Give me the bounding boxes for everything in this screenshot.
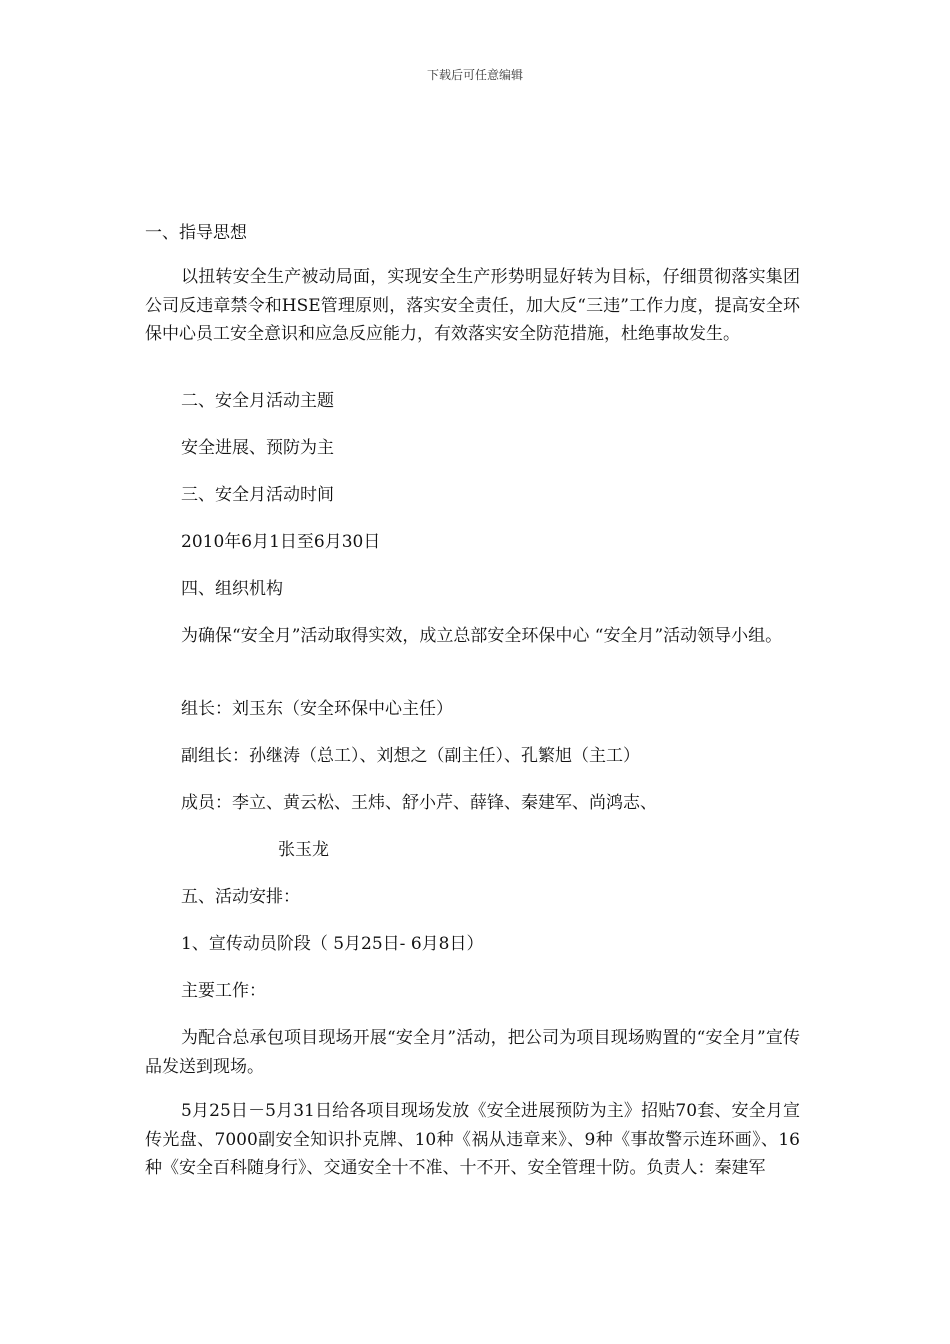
header-note: 下载后可任意编辑: [426, 68, 523, 82]
section-2-text: 安全进展、预防为主: [181, 438, 334, 458]
phase-1-title: 1、宣传动员阶段（ 5月25日- 6月8日）: [181, 934, 484, 954]
paragraph-distribution: 为配合总承包项目现场开展“安全月”活动，把公司为项目现场购置的“安全月”宣传品发送到现场。: [145, 1028, 800, 1077]
deputy-line: 副组长：孙继涛（总工）、刘想之（副主任）、孔繁旭（主工）: [181, 746, 640, 766]
members-line: 成员：李立、黄云松、王炜、舒小芹、薛锋、秦建军、尚鸿志、: [181, 793, 657, 813]
main-work-label: 主要工作：: [181, 981, 266, 1001]
section-4-title: 四、组织机构: [181, 579, 283, 599]
section-4-paragraph: 为确保“安全月”活动取得实效，成立总部安全环保中心 “安全月”活动领导小组。: [181, 626, 783, 646]
section-3-title: 三、安全月活动时间: [181, 485, 334, 505]
section-5-title: 五、活动安排：: [181, 887, 300, 907]
members-continued: 张玉龙: [278, 840, 329, 860]
paragraph-schedule: 5月25日－5月31日给各项目现场发放《安全进展预防为主》招贴70套、安全月宣传光盘、7000副安全知识扑克牌、10种《祸从违章来》、9种《事故警示连环画》、16种《安全百科随身行》、交通安全十不准、十不开、安全管理十防。负责人：秦建军: [145, 1101, 800, 1178]
leader-line: 组长：刘玉东（安全环保中心主任）: [181, 699, 453, 719]
section-1-paragraph: 以扭转安全生产被动局面，实现安全生产形势明显好转为目标，仔细贯彻落实集团公司反违章禁令和HSE管理原则，落实安全责任，加大反“三违”工作力度，提高安全环保中心员工安全意识和应急反应能力，有效落实安全防范措施，杜绝事故发生。: [145, 267, 800, 344]
section-2-title: 二、安全月活动主题: [181, 391, 334, 411]
section-1-title: 一、指导思想: [145, 223, 247, 243]
section-3-text: 2010年6月1日至6月30日: [181, 532, 381, 552]
